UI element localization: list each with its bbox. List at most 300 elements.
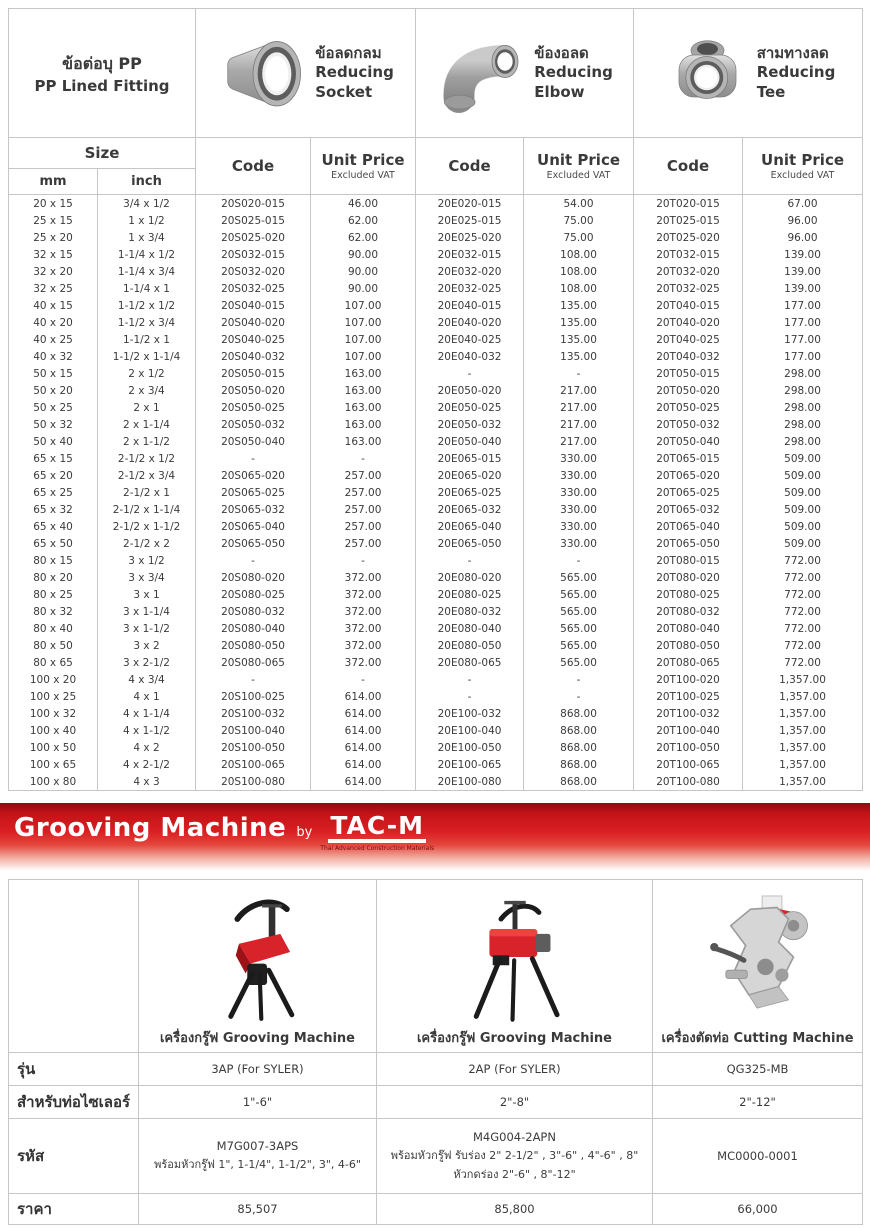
machine-caption-3ap: เครื่องกรู๊ฟ Grooving Machine [159,1031,356,1046]
tee-code-cell: 20T020-015 [634,195,743,213]
fitting-row [9,229,863,246]
elbow-code-cell: 20E065-032 [416,501,524,518]
tee-price-cell: 96.00 [743,229,863,246]
socket-name-en1: Reducing [315,63,394,82]
tee-price-cell: 177.00 [743,331,863,348]
size-inch-cell: 3/4 x 1/2 [98,195,196,213]
elbow-price-cell: - [524,671,634,688]
socket-code-cell: 20S065-025 [196,484,311,501]
elbow-code-cell: 20E065-015 [416,450,524,467]
tacm-logo-tagline: Thai Advanced Construction Materials [320,845,435,853]
size-mm-header: mm [9,169,98,195]
size-mm-cell: 65 x 25 [9,484,98,501]
size-inch-cell: 2 x 1-1/4 [98,416,196,433]
tee-name-en2: Tee [756,82,786,101]
tee-price-cell: 1,357.00 [743,688,863,705]
tee-code-cell: 20T040-032 [634,348,743,365]
socket-name-en2: Socket [315,82,373,101]
socket-code-cell: 20S065-032 [196,501,311,518]
elbow-code-cell: 20E080-032 [416,603,524,620]
size-mm-cell: 40 x 15 [9,297,98,314]
elbow-code-cell: - [416,688,524,705]
code-3ap-line2: พร้อมหัวกรู๊ฟ 1", 1-1/4", 1-1/2", 3", 4-6" [154,1158,361,1171]
elbow-price-cell: 330.00 [524,450,634,467]
socket-price-cell: 257.00 [311,467,416,484]
tee-code-cell: 20T050-025 [634,399,743,416]
socket-price-cell: 614.00 [311,739,416,756]
elbow-price-cell: 330.00 [524,484,634,501]
socket-code-cell: 20S100-032 [196,705,311,722]
size-inch-cell: 1 x 3/4 [98,229,196,246]
size-inch-cell: 1 x 1/2 [98,212,196,229]
elbow-price-cell: 565.00 [524,654,634,671]
model-row-label: รุ่น [9,1053,139,1086]
machine-image-row [9,880,863,1053]
socket-price-cell: 614.00 [311,705,416,722]
tee-code-cell: 20T065-015 [634,450,743,467]
socket-code-cell: 20S080-025 [196,586,311,603]
catalog-page [0,8,870,1225]
elbow-name-thai: ข้องอลด [534,43,589,62]
elbow-price-cell: 868.00 [524,773,634,791]
size-mm-cell: 80 x 15 [9,552,98,569]
socket-price-cell: 163.00 [311,399,416,416]
tee-price-cell: 139.00 [743,280,863,297]
elbow-code-cell: 20E025-015 [416,212,524,229]
elbow-price-cell: 135.00 [524,314,634,331]
socket-price-cell: 107.00 [311,331,416,348]
tee-price-cell: 298.00 [743,416,863,433]
product-header-socket [196,9,416,138]
tee-code-cell: 20T065-025 [634,484,743,501]
socket-code-cell: 20S025-015 [196,212,311,229]
elbow-price-cell: 330.00 [524,535,634,552]
elbow-code-cell: 20E050-020 [416,382,524,399]
size-inch-cell: 3 x 1-1/2 [98,620,196,637]
elbow-code-cell: 20E065-020 [416,467,524,484]
grooving-machine-2ap-image [440,891,590,1023]
product-label-tee [757,44,836,103]
socket-code-cell: 20S100-025 [196,688,311,705]
size-mm-cell: 80 x 32 [9,603,98,620]
elbow-code-cell: 20E032-025 [416,280,524,297]
tee-code-cell: 20T080-050 [634,637,743,654]
code-row [9,1119,863,1194]
socket-code-cell: 20S100-050 [196,739,311,756]
size-mm-cell: 32 x 20 [9,263,98,280]
elbow-price-cell: 565.00 [524,620,634,637]
pipe-range-2ap: 2"-8" [377,1086,653,1119]
fitting-row [9,586,863,603]
tee-price-cell: 139.00 [743,263,863,280]
socket-code-cell: 20S065-050 [196,535,311,552]
size-mm-cell: 80 x 20 [9,569,98,586]
size-mm-cell: 25 x 15 [9,212,98,229]
tee-code-cell: 20T080-032 [634,603,743,620]
tee-price-cell: 177.00 [743,297,863,314]
size-mm-cell: 40 x 32 [9,348,98,365]
elbow-price-cell: 75.00 [524,229,634,246]
pipe-range-3ap: 1"-6" [139,1086,377,1119]
product-header-elbow [416,9,634,138]
size-mm-cell: 50 x 32 [9,416,98,433]
elbow-price-cell: 108.00 [524,280,634,297]
tee-price-cell: 1,357.00 [743,705,863,722]
tee-code-cell: 20T032-020 [634,263,743,280]
table-title [9,9,196,138]
fitting-row [9,620,863,637]
title-english: PP Lined Fitting [34,76,170,95]
socket-code-cell: 20S040-020 [196,314,311,331]
tee-price-cell: 298.00 [743,365,863,382]
tee-code-cell: 20T040-015 [634,297,743,314]
tee-price-cell: 509.00 [743,484,863,501]
product-header-tee [634,9,863,138]
size-mm-cell: 50 x 25 [9,399,98,416]
tee-unit-price-label: Unit Price [761,151,845,169]
size-inch-cell: 1-1/2 x 1 [98,331,196,348]
tee-name-en1: Reducing [756,63,836,82]
elbow-price-cell: - [524,365,634,382]
elbow-code-cell: 20E040-020 [416,314,524,331]
code-2ap-line1: M4G004-2APN [473,1129,556,1144]
elbow-code-cell: - [416,671,524,688]
socket-price-cell: 257.00 [311,484,416,501]
product-header-row [9,9,863,138]
elbow-price-cell: 565.00 [524,586,634,603]
elbow-price-cell: 217.00 [524,416,634,433]
size-inch-cell: 1-1/2 x 1/2 [98,297,196,314]
fitting-row [9,195,863,213]
socket-code-cell: 20S050-015 [196,365,311,382]
size-inch-cell: 1-1/4 x 3/4 [98,263,196,280]
tee-code-cell: 20T080-015 [634,552,743,569]
size-mm-cell: 40 x 20 [9,314,98,331]
size-inch-cell: 4 x 2-1/2 [98,756,196,773]
price-2ap: 85,800 [377,1194,653,1225]
elbow-price-cell: 217.00 [524,382,634,399]
socket-code-cell: 20S065-040 [196,518,311,535]
fitting-row [9,331,863,348]
tee-code-cell: 20T100-050 [634,739,743,756]
price-row [9,1194,863,1225]
socket-price-cell: 62.00 [311,212,416,229]
elbow-code-cell: 20E020-015 [416,195,524,213]
code-3ap [139,1119,377,1194]
size-mm-cell: 50 x 15 [9,365,98,382]
machine-caption-cutting: เครื่องตัดท่อ Cutting Machine [661,1031,854,1046]
socket-price-cell: 107.00 [311,314,416,331]
size-mm-cell: 100 x 20 [9,671,98,688]
fittings-price-table [8,8,863,791]
socket-price-cell: 614.00 [311,722,416,739]
fitting-row [9,518,863,535]
socket-code-cell: 20S100-065 [196,756,311,773]
tee-code-cell: 20T032-015 [634,246,743,263]
fitting-row [9,739,863,756]
tee-code-cell: 20T065-032 [634,501,743,518]
elbow-price-cell: 330.00 [524,501,634,518]
socket-price-cell: 163.00 [311,433,416,450]
socket-code-cell: 20S080-040 [196,620,311,637]
size-mm-cell: 65 x 20 [9,467,98,484]
elbow-price-header [524,138,634,195]
reducing-socket-image [217,25,309,121]
elbow-price-cell: 565.00 [524,637,634,654]
socket-code-cell: 20S050-020 [196,382,311,399]
tee-price-cell: 772.00 [743,569,863,586]
elbow-code-cell: 20E032-020 [416,263,524,280]
socket-code-cell: 20S080-020 [196,569,311,586]
elbow-code-cell: - [416,365,524,382]
code-2ap-line2: พร้อมหัวกรู๊ฟ รับร่อง 2" 2-1/2" , 3"-6" , 4"-6" , 8" [390,1148,639,1162]
socket-price-cell: 257.00 [311,501,416,518]
tee-price-cell: 298.00 [743,399,863,416]
elbow-price-cell: - [524,552,634,569]
socket-code-cell: 20S025-020 [196,229,311,246]
size-mm-cell: 25 x 20 [9,229,98,246]
size-inch-cell: 3 x 1 [98,586,196,603]
elbow-price-cell: 565.00 [524,603,634,620]
elbow-code-cell: 20E032-015 [416,246,524,263]
socket-price-cell: 46.00 [311,195,416,213]
banner-by-text: by [296,825,313,840]
elbow-price-cell: 135.00 [524,297,634,314]
fitting-row [9,569,863,586]
fitting-row [9,688,863,705]
size-mm-cell: 80 x 50 [9,637,98,654]
tee-code-cell: 20T100-080 [634,773,743,791]
size-mm-cell: 32 x 25 [9,280,98,297]
tee-vat-note: Excluded VAT [770,170,835,181]
socket-price-cell: 163.00 [311,365,416,382]
size-inch-cell: 2-1/2 x 3/4 [98,467,196,484]
size-inch-cell: 4 x 3 [98,773,196,791]
elbow-code-cell: 20E065-025 [416,484,524,501]
code-3ap-line1: M7G007-3APS [216,1139,299,1153]
tacm-logo-text: TAC-M [328,813,426,843]
elbow-name-en1: Reducing [534,63,613,82]
fitting-row [9,348,863,365]
tee-price-cell: 772.00 [743,603,863,620]
size-inch-cell: 2-1/2 x 1 [98,484,196,501]
tee-code-cell: 20T050-015 [634,365,743,382]
socket-code-cell: 20S050-040 [196,433,311,450]
fitting-row [9,722,863,739]
socket-price-cell: 372.00 [311,569,416,586]
elbow-code-cell: 20E100-080 [416,773,524,791]
code-2ap [377,1119,653,1194]
tee-price-cell: 298.00 [743,382,863,399]
size-inch-cell: 4 x 1-1/2 [98,722,196,739]
pipe-row-label: สำหรับท่อไซเลอร์ [9,1086,139,1119]
tee-price-cell: 509.00 [743,450,863,467]
elbow-code-cell: 20E040-025 [416,331,524,348]
reducing-elbow-image [436,27,528,119]
size-mm-cell: 20 x 15 [9,195,98,213]
size-inch-cell: 4 x 1-1/4 [98,705,196,722]
socket-price-cell: 107.00 [311,297,416,314]
size-inch-cell: 4 x 1 [98,688,196,705]
tee-code-cell: 20T100-040 [634,722,743,739]
elbow-code-cell: 20E040-015 [416,297,524,314]
size-mm-cell: 40 x 25 [9,331,98,348]
elbow-price-cell: 868.00 [524,722,634,739]
tee-price-cell: 509.00 [743,501,863,518]
elbow-code-cell: 20E100-065 [416,756,524,773]
socket-price-cell: - [311,552,416,569]
fitting-row [9,314,863,331]
fitting-row [9,773,863,791]
fitting-row [9,450,863,467]
socket-code-cell: - [196,552,311,569]
socket-code-cell: 20S040-032 [196,348,311,365]
tee-price-cell: 1,357.00 [743,756,863,773]
tee-price-cell: 1,357.00 [743,739,863,756]
size-mm-cell: 65 x 15 [9,450,98,467]
elbow-code-cell: 20E100-050 [416,739,524,756]
elbow-price-cell: 217.00 [524,433,634,450]
tee-price-cell: 177.00 [743,314,863,331]
elbow-price-cell: 565.00 [524,569,634,586]
machine-caption-2ap: เครื่องกรู๊ฟ Grooving Machine [416,1031,613,1046]
elbow-price-cell: 217.00 [524,399,634,416]
elbow-code-cell: 20E065-040 [416,518,524,535]
elbow-vat-note: Excluded VAT [546,170,611,181]
machine-image-row-label [9,880,139,1053]
socket-code-cell: 20S032-020 [196,263,311,280]
size-inch-cell: 3 x 1-1/4 [98,603,196,620]
tee-price-cell: 1,357.00 [743,722,863,739]
elbow-unit-price-label: Unit Price [537,151,621,169]
socket-price-cell: 257.00 [311,518,416,535]
tee-code-cell: 20T025-015 [634,212,743,229]
size-inch-cell: 2 x 1/2 [98,365,196,382]
price-cutting: 66,000 [653,1194,863,1225]
elbow-price-cell: 135.00 [524,348,634,365]
socket-price-cell: 163.00 [311,382,416,399]
fitting-row [9,501,863,518]
tee-price-header [743,138,863,195]
machine-cell-2ap [377,880,653,1053]
size-inch-cell: 2 x 1-1/2 [98,433,196,450]
size-mm-cell: 32 x 15 [9,246,98,263]
reducing-tee-image [661,26,751,120]
elbow-code-cell: 20E100-032 [416,705,524,722]
socket-price-cell: 163.00 [311,416,416,433]
elbow-code-cell: 20E025-020 [416,229,524,246]
elbow-code-cell: 20E050-032 [416,416,524,433]
elbow-price-cell: 330.00 [524,467,634,484]
tacm-logo [320,813,434,852]
size-mm-cell: 80 x 65 [9,654,98,671]
socket-code-cell: 20S050-032 [196,416,311,433]
elbow-price-cell: 868.00 [524,705,634,722]
elbow-code-cell: 20E065-050 [416,535,524,552]
socket-code-cell: 20S065-020 [196,467,311,484]
tee-name-thai: สามทางลด [756,43,829,62]
tee-code-cell: 20T032-025 [634,280,743,297]
size-inch-cell: 2 x 1 [98,399,196,416]
elbow-price-cell: 135.00 [524,331,634,348]
fitting-row [9,671,863,688]
price-row-label: ราคา [9,1194,139,1225]
fitting-row [9,637,863,654]
socket-code-cell: 20S032-025 [196,280,311,297]
size-header: Size [9,138,196,169]
size-inch-cell: 1-1/2 x 3/4 [98,314,196,331]
elbow-price-cell: 54.00 [524,195,634,213]
elbow-price-cell: 330.00 [524,518,634,535]
socket-price-cell: 372.00 [311,586,416,603]
size-inch-cell: 1-1/4 x 1/2 [98,246,196,263]
size-inch-cell: 1-1/4 x 1 [98,280,196,297]
tee-code-header: Code [634,138,743,195]
tee-price-cell: 772.00 [743,552,863,569]
code-cutting-line1: MC0000-0001 [717,1149,798,1163]
socket-price-cell: 372.00 [311,637,416,654]
size-mm-cell: 100 x 50 [9,739,98,756]
size-inch-cell: 4 x 3/4 [98,671,196,688]
socket-price-cell: 614.00 [311,688,416,705]
elbow-price-cell: 75.00 [524,212,634,229]
fitting-row [9,552,863,569]
tee-code-cell: 20T080-025 [634,586,743,603]
model-2ap: 2AP (For SYLER) [377,1053,653,1086]
tee-code-cell: 20T050-020 [634,382,743,399]
price-3ap: 85,507 [139,1194,377,1225]
elbow-code-cell: - [416,552,524,569]
socket-price-cell: - [311,450,416,467]
tee-code-cell: 20T100-020 [634,671,743,688]
socket-code-cell: 20S080-032 [196,603,311,620]
size-mm-cell: 65 x 40 [9,518,98,535]
tee-code-cell: 20T065-020 [634,467,743,484]
pipe-range-cutting: 2"-12" [653,1086,863,1119]
title-thai: ข้อต่อบุ PP [62,53,142,73]
size-inch-header: inch [98,169,196,195]
size-mm-cell: 100 x 80 [9,773,98,791]
tee-price-cell: 67.00 [743,195,863,213]
tee-price-cell: 509.00 [743,467,863,484]
socket-price-cell: 90.00 [311,280,416,297]
elbow-code-cell: 20E050-025 [416,399,524,416]
socket-price-header [311,138,416,195]
size-mm-cell: 65 x 32 [9,501,98,518]
socket-code-cell: 20S050-025 [196,399,311,416]
fitting-row [9,756,863,773]
size-inch-cell: 3 x 2-1/2 [98,654,196,671]
fitting-row [9,484,863,501]
fitting-row [9,365,863,382]
code-cutting [653,1119,863,1194]
elbow-price-cell: - [524,688,634,705]
elbow-code-header: Code [416,138,524,195]
size-inch-cell: 3 x 3/4 [98,569,196,586]
socket-price-cell: 614.00 [311,756,416,773]
tee-code-cell: 20T080-040 [634,620,743,637]
tee-price-cell: 1,357.00 [743,773,863,791]
tee-price-cell: 1,357.00 [743,671,863,688]
socket-code-cell: 20S040-015 [196,297,311,314]
elbow-price-cell: 868.00 [524,756,634,773]
socket-code-cell: 20S080-065 [196,654,311,671]
tee-price-cell: 772.00 [743,620,863,637]
tee-price-cell: 177.00 [743,348,863,365]
socket-code-cell: 20S032-015 [196,246,311,263]
elbow-code-cell: 20E100-040 [416,722,524,739]
elbow-code-cell: 20E080-050 [416,637,524,654]
